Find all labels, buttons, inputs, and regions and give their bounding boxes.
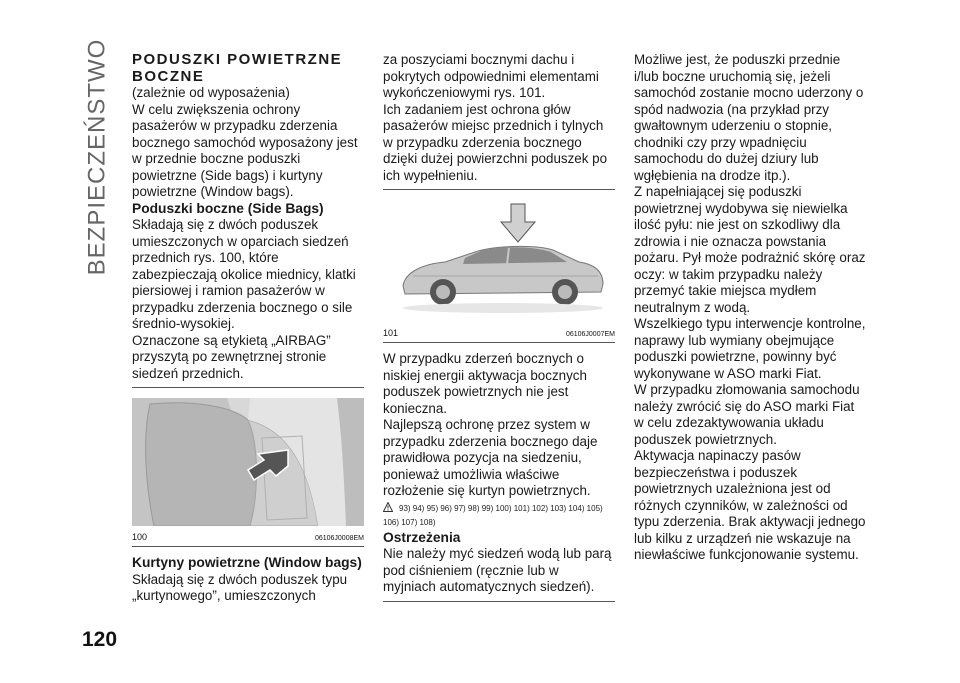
section-heading-line2: BOCZNE (132, 67, 205, 85)
figure-code: 06106J0007EM (565, 331, 615, 338)
column-1 (132, 52, 364, 605)
seat-side-airbag-illustration (132, 398, 364, 526)
figure-code: 06106J0008EM (314, 535, 364, 542)
divider (383, 601, 615, 602)
section-tab (82, 38, 112, 276)
paragraph: Najlepszą ochronę przez system w przypadku zderzenia bocznego daje prawidłowa pozycja na siedzeniu, ponieważ umożliwia właściwe rozłożenie się kurtyn powietrznych. (383, 417, 598, 498)
footnote-references (383, 502, 615, 530)
warning-triangle-icon (383, 502, 393, 512)
subheading-side-bags: Poduszki boczne (Side Bags) (132, 200, 324, 216)
paragraph: za poszyciami bocznymi dachu i pokrytych odpowiednimi elementami wykończeniowymi rys. 101. (383, 52, 599, 100)
paragraph: (zależnie od wyposażenia) (132, 85, 290, 100)
section-heading-line1: PODUSZKI POWIETRZNE (132, 51, 343, 68)
paragraph: Ich zadaniem jest ochrona głów pasażerów miejsc przednich i tylnych w przypadku zderzenia bocznego dzięki dużej powierzchni poduszek po ich wypełnieniu. (383, 101, 608, 183)
reference-list: 106) 107) 108) (383, 517, 436, 527)
subheading-warnings: Ostrzeżenia (383, 529, 461, 545)
column-3 (634, 52, 866, 564)
figure-100 (132, 398, 364, 547)
figure-number: 100 (132, 532, 148, 542)
paragraph: Aktywacja napinaczy pasów bezpieczeństwa i poduszek powietrznych uzależniona jest od różnych czynników, w zależności od typu zderzenia. Brak aktywacji jednego lub kilku z urządzeń nie wskazuje na niewłaściwe funkcjonowanie systemu. (634, 448, 866, 562)
figure-number: 101 (383, 328, 399, 338)
divider (383, 189, 615, 190)
divider (132, 387, 364, 388)
paragraph: Składają się z dwóch poduszek typu „kurtynowego”, umieszczonych (132, 571, 348, 603)
paragraph: Nie należy myć siedzeń wodą lub parą pod ciśnieniem (ręcznie lub w myjniach automatycznych siedzeń). (383, 546, 612, 594)
paragraph: Oznaczone są etykietą „AIRBAG” przyszytą po zewnętrznej stronie siedzeń przednich. (132, 332, 331, 381)
paragraph: W celu zwiększenia ochrony pasażerów w przypadku zderzenia bocznego samochód wyposażony jest w przednie boczne poduszki powietrzne (Side bags) i kurtyny powietrzne (Window bags). (132, 101, 358, 199)
section-tab-label: BEZPIECZEŃSTWO (83, 38, 110, 276)
paragraph: W przypadku złomowania samochodu należy zwrócić się do ASO marki Fiat w celu zdezaktywowania układu poduszek powietrznych. (634, 382, 860, 447)
paragraph: Możliwe jest, że poduszki przednie i/lub boczne uruchomią się, jeżeli samochód zostanie mocno uderzony o spód nadwozia (na przykład przy gwałtownym uderzeniu o stopnie, chodniki czy przy wpadnięciu samochodu do dużej dziury lub wgłębienia na drodze itp.). (634, 52, 864, 183)
column-2 (383, 52, 615, 602)
paragraph: Z napełniającej się poduszki powietrznej wydobywa się niewielka ilość pyłu: nie jest on szkodliwy dla zdrowia i nie oznacza powstania pożaru. Pył może podrażnić skórę oraz oczy: w takim przypadku należy przemyć takie miejsca mydłem neutralnym z wodą. (634, 184, 866, 315)
paragraph: Składają się z dwóch poduszek umieszczonych w oparciach siedzeń przednich rys. 100, które zabezpieczają okolice miednicy, klatki piersiowej i ramion pasażerów w przypadku zderzenia bocznego o sile średnio-wysokiej. (132, 217, 356, 331)
page-number: 120 (82, 628, 118, 651)
subheading-window-bags: Kurtyny powietrzne (Window bags) (132, 555, 362, 570)
figure-101 (383, 200, 615, 343)
reference-list: 93) 94) 95) 96) 97) 98) 99) 100) 101) 102) 103) 104) 105) (399, 503, 603, 513)
paragraph: Wszelkiego typu interwencje kontrolne, naprawy lub wymiany obejmujące poduszki powietrzne, powinny być wykonywane w ASO marki Fiat. (634, 316, 866, 381)
paragraph: W przypadku zderzeń bocznych o niskiej energii aktywacja bocznych poduszek powietrznych nie jest konieczna. (383, 351, 587, 416)
car-window-bags-illustration (383, 200, 615, 322)
